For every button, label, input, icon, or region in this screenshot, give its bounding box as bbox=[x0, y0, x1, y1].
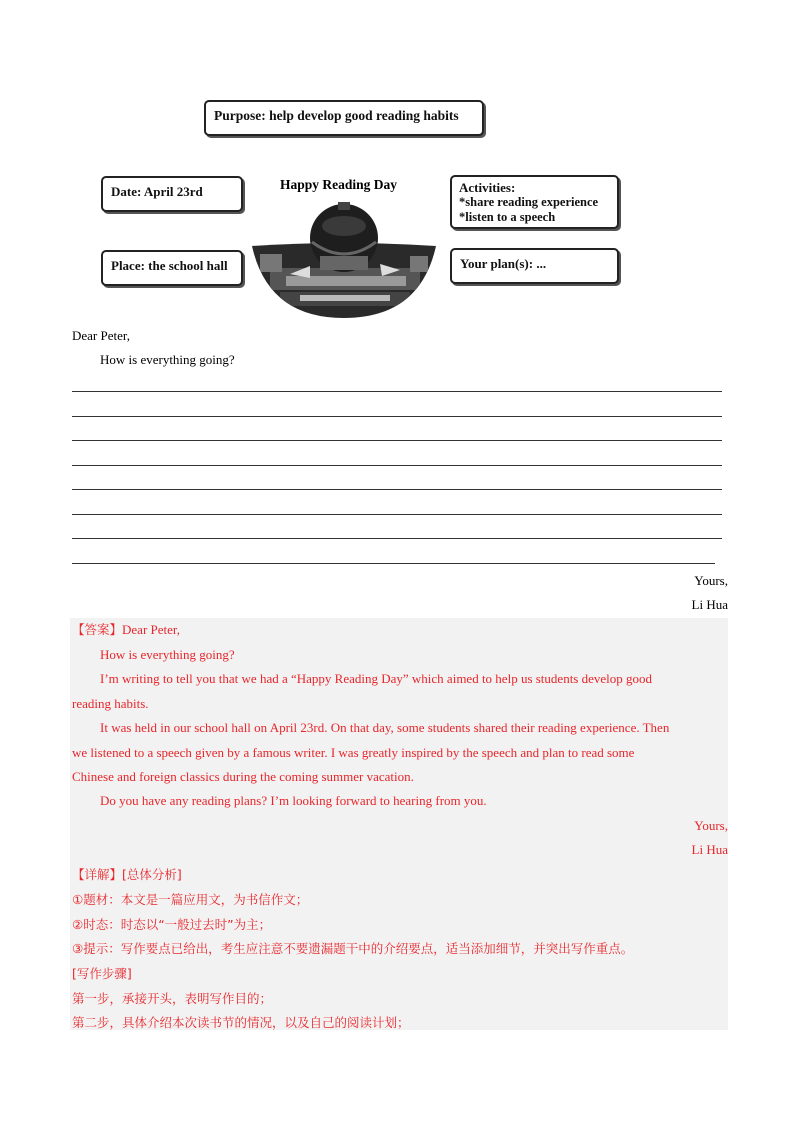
purpose-text: help develop good reading habits bbox=[269, 108, 459, 123]
place-box bbox=[101, 250, 243, 286]
letter-salutation: Dear Peter, bbox=[72, 328, 130, 343]
answer-p1-line2: reading habits. bbox=[72, 696, 149, 711]
writing-line bbox=[72, 514, 722, 515]
answer-p2-line1: It was held in our school hall on April 23rd. On that day, some students shared their reading experience. Then bbox=[100, 720, 670, 735]
answer-salutation: Dear Peter, bbox=[122, 622, 180, 637]
answer-tag: 【答案】 bbox=[72, 622, 123, 637]
writing-line bbox=[72, 465, 722, 466]
activity-item-2: *listen to a speech bbox=[459, 210, 556, 224]
explanation-step-1: 第一步，承接开头，表明写作目的； bbox=[72, 991, 273, 1006]
date-label: Date: bbox=[111, 184, 142, 199]
explanation-header bbox=[72, 866, 182, 884]
purpose-box bbox=[204, 100, 484, 136]
date-box bbox=[101, 176, 243, 212]
writing-line bbox=[72, 391, 722, 392]
letter-opening: How is everything going? bbox=[100, 352, 235, 367]
answer-opening: How is everything going? bbox=[100, 647, 235, 662]
poster-title: Happy Reading Day bbox=[280, 177, 398, 192]
answer-p1-line1: I’m writing to tell you that we had a “Happy Reading Day” which aimed to help us students develop good bbox=[100, 671, 653, 686]
place-text: the school hall bbox=[148, 258, 228, 273]
answer-closing: Yours, bbox=[694, 818, 728, 833]
writing-line bbox=[72, 538, 722, 539]
activity-item-1: *share reading experience bbox=[459, 195, 599, 209]
date-text: April 23rd bbox=[143, 184, 203, 199]
activities-box bbox=[450, 175, 619, 229]
writing-line bbox=[72, 563, 715, 564]
answer-p2-line3: Chinese and foreign classics during the coming summer vacation. bbox=[72, 769, 414, 784]
plans-label: Your plan(s): ... bbox=[460, 256, 547, 271]
letter-closing: Yours, bbox=[694, 573, 728, 588]
writing-line bbox=[72, 440, 722, 441]
plans-box bbox=[450, 248, 619, 284]
explanation-section1: [总体分析] bbox=[122, 867, 182, 882]
answer-signature: Li Hua bbox=[691, 842, 728, 857]
explanation-section2: [写作步骤] bbox=[72, 966, 132, 981]
reading-illustration bbox=[250, 196, 438, 320]
activities-label: Activities: bbox=[459, 180, 516, 195]
writing-line bbox=[72, 416, 722, 417]
explanation-item-1: ①题材：本文是一篇应用文，为书信作文； bbox=[72, 892, 309, 907]
answer-p2-line2: we listened to a speech given by a famous writer. I was greatly inspired by the speech and plan to read some bbox=[72, 745, 635, 760]
answer-line bbox=[72, 621, 180, 639]
explanation-item-3: ③提示：写作要点已给出，考生应注意不要遗漏题干中的介绍要点，适当添加细节，并突出写作重点。 bbox=[72, 941, 634, 956]
purpose-label: Purpose: bbox=[214, 108, 266, 123]
explanation-step-2: 第二步，具体介绍本次读书节的情况，以及自己的阅读计划； bbox=[72, 1015, 410, 1030]
answer-p3: Do you have any reading plans? I’m looking forward to hearing from you. bbox=[100, 793, 487, 808]
explanation-item-2: ②时态：时态以“一般过去时”为主； bbox=[72, 917, 272, 932]
explanation-tag: 【详解】 bbox=[72, 867, 123, 882]
letter-signature: Li Hua bbox=[691, 597, 728, 612]
place-label: Place: bbox=[111, 258, 145, 273]
writing-line bbox=[72, 489, 722, 490]
